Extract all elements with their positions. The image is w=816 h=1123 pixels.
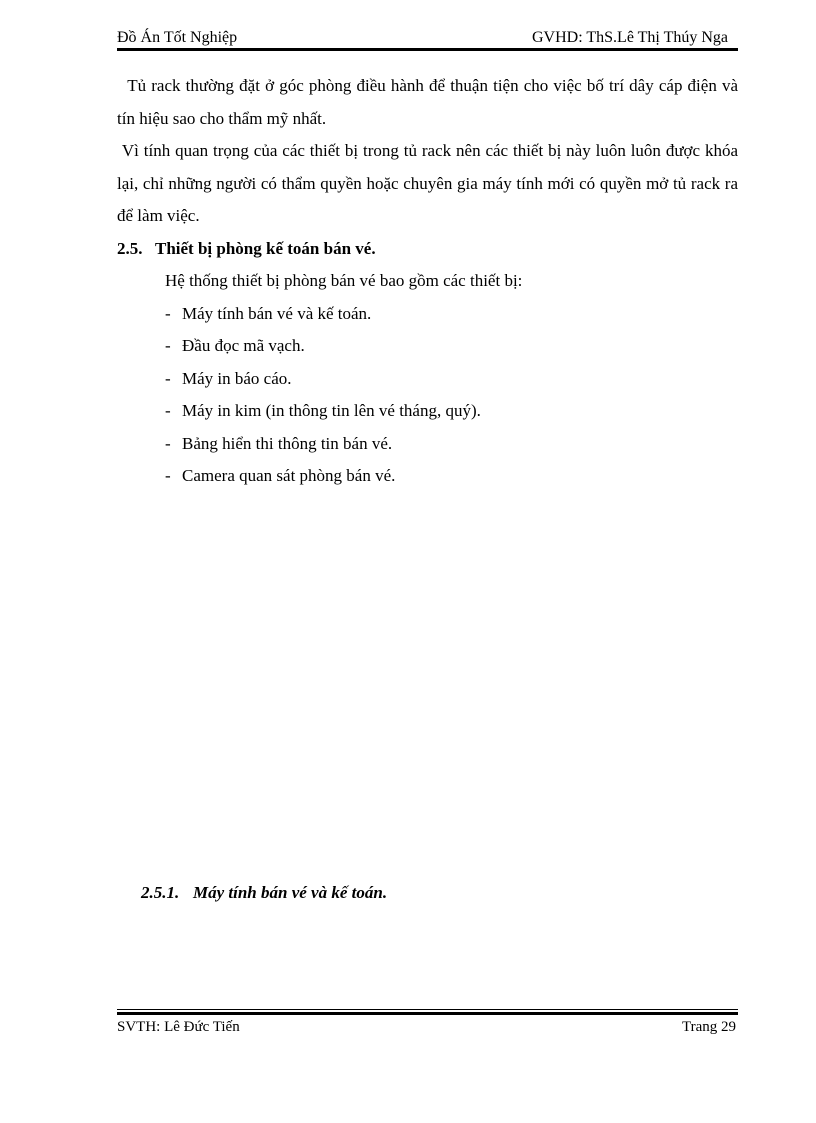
subsection-number: 2.5.1. xyxy=(141,883,180,902)
page-content xyxy=(117,70,743,493)
list-item-text: Máy in báo cáo. xyxy=(182,368,292,388)
subsection-title: Máy tính bán vé và kế toán. xyxy=(193,883,388,902)
list-item xyxy=(165,330,738,363)
footer-student: SVTH: Lê Đức Tiến xyxy=(117,1019,240,1035)
list-marker: - xyxy=(165,368,171,388)
header-divider xyxy=(117,48,738,51)
list-item xyxy=(165,363,738,396)
page-number: Trang 29 xyxy=(681,1019,736,1035)
list-item-text: Máy in kim (in thông tin lên vé tháng, quý). xyxy=(182,401,481,420)
section-title: Thiết bị phòng kế toán bán vé. xyxy=(155,238,376,258)
page-footer xyxy=(117,1017,738,1037)
list-item xyxy=(165,460,738,493)
list-item-text: Máy tính bán vé và kế toán. xyxy=(182,303,372,323)
header-supervisor: GVHD: ThS.Lê Thị Thúy Nga xyxy=(532,29,728,46)
list-marker: - xyxy=(165,336,171,355)
list-marker: - xyxy=(165,433,171,453)
list-item xyxy=(165,428,738,461)
list-item-text: Bảng hiển thi thông tin bán vé. xyxy=(182,433,393,453)
list-item xyxy=(165,298,738,331)
list-item-text: Camera quan sát phòng bán vé. xyxy=(182,466,396,485)
paragraph-rack-security: Vì tính quan trọng của các thiết bị trong tủ rack nên các thiết bị này luôn luôn được khóa lại, chỉ những người có thẩm quyền hoặc chuyên gia máy tính mới có quyền mở tủ rack ra để làm việc. xyxy=(117,141,743,225)
list-item xyxy=(165,395,738,428)
footer-divider xyxy=(117,1009,738,1015)
subsection-heading xyxy=(141,878,387,908)
section-intro: Hệ thống thiết bị phòng bán vé bao gồm các thiết bị: xyxy=(165,271,523,290)
section-number: 2.5. xyxy=(117,238,143,258)
list-item-text: Đầu đọc mã vạch. xyxy=(182,336,305,355)
list-marker: - xyxy=(165,466,171,485)
list-marker: - xyxy=(165,303,171,323)
page-header xyxy=(117,28,738,48)
equipment-list xyxy=(117,298,738,493)
header-thesis-title: Đồ Án Tốt Nghiệp xyxy=(117,29,238,46)
section-heading xyxy=(117,233,738,266)
list-marker: - xyxy=(165,401,171,420)
paragraph-rack-location: Tủ rack thường đặt ở góc phòng điều hành để thuận tiện cho việc bố trí dây cáp điện và tín hiệu sao cho thẩm mỹ nhất. xyxy=(117,76,743,128)
